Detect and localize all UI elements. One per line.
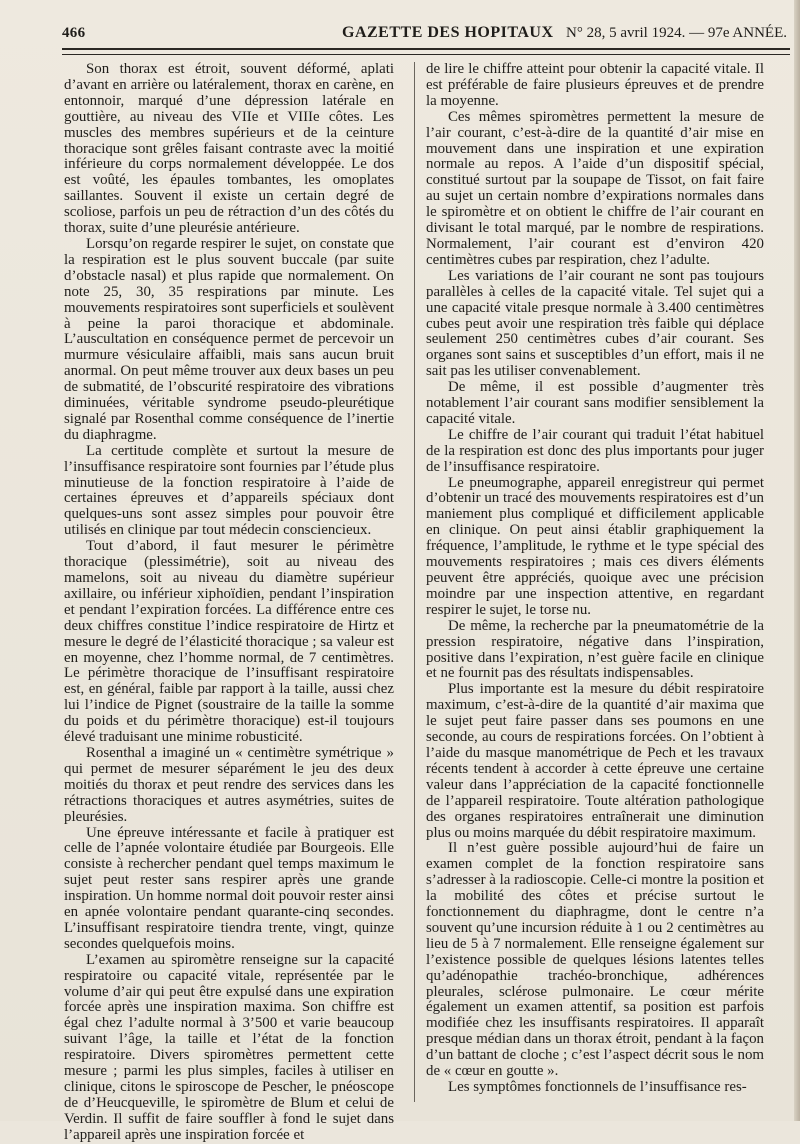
left-column	[64, 62, 394, 1144]
paragraph: Une épreuve intéressante et facile à pratiquer est celle de l’apnée volontaire étudiée par Bourgeois. Elle consiste à rechercher pendant quel temps maximum le sujet peut rester sans respirer après une grande inspiration. Un homme normal doit pouvoir rester ainsi en apnée volontaire pendant quarante-cinq secondes. L’insuffisant respiratoire tiendra trente, vingt, quinze secondes quelquefois moins.	[64, 824, 394, 952]
paragraph: Le chiffre de l’air courant qui traduit l’état habituel de la respiration est donc des plus importants pour juger de l’insuffisance respiratoire.	[426, 426, 764, 475]
paragraph: Plus importante est la mesure du débit respiratoire maximum, c’est-à-dire de la quantité d’air maxima que le sujet peut faire passer dans ses poumons en une seconde, au cours de respirations forcées. On l’obtient à l’aide du masque manométrique de Pech et les travaux récents tendent à accorder à cette épreuve une certaine valeur dans l’appréciation de la capacité fonctionnelle de l’appareil respiratoire. Toute altération pathologique des organes respiratoires entraînerait une diminution plus ou moins marquée du débit respiratoire maximum.	[426, 681, 764, 841]
paragraph: Tout d’abord, il faut mesurer le périmètre thoracique (plessimétrie), soit au niveau des mamelons, soit au niveau du diamètre supérieur axillaire, ou inférieur xiphoïdien, pendant l’inspiration et pendant l’expiration forcées. La différence entre ces deux chiffres constitue l’indice respiratoire de Hirtz et mesure le degré de l’élasticité thoracique ; sa valeur est en moyenne, chez l’homme normal, de 7 centimètres. Le périmètre thoracique de l’insuffisant respiratoire est, en général, faible par rapport à la taille, aussi chez lui l’indice de Pignet (soustraire de la taille la somme du poids et du périmètre thoracique) est-il toujours élevé traduisant une minime robusticité.	[64, 538, 394, 746]
paragraph: Il n’est guère possible aujourd’hui de faire un examen complet de la fonction respiratoire sans s’adresser à la radioscopie. Celle-ci montre la position et la mobilité des côtes et précise surtout le fonctionnement du diaphragme, dont le centre n’a souvent qu’une incursion réduite à 1 ou 2 centimètres au lieu de 5 à 7 normalement. Elle renseigne également sur l’existence possible de quelques lésions latentes telles qu’adénopathie trachéo-bronchique, adhérences pleurales, sclérose pulmonaire. Le cœur mérite également un examen attentif, sa position est parfois modifiée chez les insuffisants respiratoires. Il apparaît presque médian dans un thorax étroit, pendant à la façon d’un battant de cloche ; c’est l’aspect décrit sous le nom de « cœur en goutte ».	[426, 840, 764, 1080]
paragraph: Son thorax est étroit, souvent déformé, aplati d’avant en arrière ou latéralement, thorax en carène, en entonnoir, marqué d’une dépression latérale en gouttière, au niveau des VIIe et VIIIe côtes. Les muscles des membres supérieurs et de la ceinture thoracique sont grêles faisant contraste avec la moitié inférieure du corps normalement développée. Le dos est voûté, les épaules tombantes, les omoplates saillantes. Souvent il existe un certain degré de scoliose, parfois un peu de rétraction d’un des côtés du thorax, suite d’une pleurésie antérieure.	[64, 61, 394, 237]
paragraph: De même, la recherche par la pneumatométrie de la pression respiratoire, négative dans l’inspiration, positive dans l’expiration, n’est guère facile en clinique et ne fournit pas des résultats indispensables.	[426, 617, 764, 682]
header-rule-thick	[62, 48, 790, 50]
page-header	[62, 18, 787, 46]
journal-title: GAZETTE DES HOPITAUX	[342, 24, 554, 41]
issue-info: N° 28, 5 avril 1924. — 97e ANNÉE.	[566, 25, 787, 41]
page-number: 466	[62, 25, 86, 41]
paragraph: Ces mêmes spiromètres permettent la mesure de l’air courant, c’est-à-dire de la quantité d’air mise en mouvement dans une inspiration et une expiration normale au repos. A l’aide d’un dispositif spécial, constitué surtout par la soupape de Tissot, on fait faire au sujet un certain nombre d’expirations normales dans le spiromètre et on obtient le chiffre de l’air courant en divisant le total marqué, par le nombre de respirations. Normalement, l’air courant est d’environ 420 centimètres cubes par respiration, chez l’adulte.	[426, 108, 764, 268]
paragraph: L’examen au spiromètre renseigne sur la capacité respiratoire ou capacité vitale, représentée par le volume d’air qui peut être expulsé dans une expiration forcée après une inspiration maxima. Son chiffre est égal chez l’adulte normal à 3’500 et varie beaucoup suivant l’âge, la taille et l’état de la fonction respiratoire. Divers spiromètres permettent cette mesure ; parmi les plus simples, faciles à utiliser en clinique, citons le spiroscope de Pescher, le pnéoscope de d’Heucqueville, le spiromètre de Blum et celui de Verdin. Il suffit de faire souffler à fond le sujet dans l’appareil après une inspiration forcée et	[64, 951, 394, 1143]
paragraph: Lorsqu’on regarde respirer le sujet, on constate que la respiration est le plus souvent buccale (par suite d’obstacle nasal) et plus rapide que normalement. On note 25, 30, 35 respirations par minute. Les mouvements respiratoires sont superficiels et soulèvent à peine la paroi thoracique et abdominale. L’auscultation en conséquence permet de percevoir un murmure vésiculaire affaibli, mais sans aucun bruit anormal. On peut même trouver aux deux bases un peu de submatité, de l’obscurité respiratoire des vibrations diminuées, véritable syndrome pseudo-pleurétique signalé par Rosenthal comme conséquence de l’inertie du diaphragme.	[64, 235, 394, 443]
column-divider	[414, 62, 415, 1102]
header-rule-thin	[62, 54, 790, 55]
paragraph: La certitude complète et surtout la mesure de l’insuffisance respiratoire sont fournies par l’étude plus minutieuse de la fonction respiratoire à l’aide de certaines épreuves et d’appareils spéciaux dont quelques-uns sont assez simples pour pouvoir être utilisés en clinique par tout médecin consciencieux.	[64, 442, 394, 539]
paragraph: de lire le chiffre atteint pour obtenir la capacité vitale. Il est préférable de faire plusieurs épreuves et de prendre la moyenne.	[426, 61, 764, 109]
page-edge-shadow	[794, 0, 800, 1121]
paragraph: Le pneumographe, appareil enregistreur qui permet d’obtenir un tracé des mouvements respiratoires est d’un maniement plus compliqué et difficilement applicable en clinique. On peut ainsi établir graphiquement la fréquence, l’amplitude, le rythme et le type spécial des mouvements respiratoires ; mais ces divers éléments peuvent être appréciés, quoique avec une précision moindre par une inspection attentive, en regardant respirer le sujet, le torse nu.	[426, 474, 764, 618]
paragraph: Les variations de l’air courant ne sont pas toujours parallèles à celles de la capacité vitale. Tel sujet qui a une capacité vitale presque normale à 3.400 centimètres cubes peut avoir une respiration très faible qui déplace seulement 250 centimètres cubes d’air courant. Ses organes sont sains et susceptibles d’un effort, mais il ne sait pas les utiliser convenablement.	[426, 267, 764, 380]
paragraph: Rosenthal a imaginé un « centimètre symétrique » qui permet de mesurer séparément le jeu des deux moitiés du thorax et peut rendre des services dans les rétractions thoraciques et autres asymétries, suites de pleurésies.	[64, 744, 394, 825]
paragraph: Les symptômes fonctionnels de l’insuffisance res-	[448, 1079, 747, 1095]
right-column	[426, 62, 764, 1096]
paragraph: De même, il est possible d’augmenter très notablement l’air courant sans modifier sensiblement la capacité vitale.	[426, 379, 764, 427]
